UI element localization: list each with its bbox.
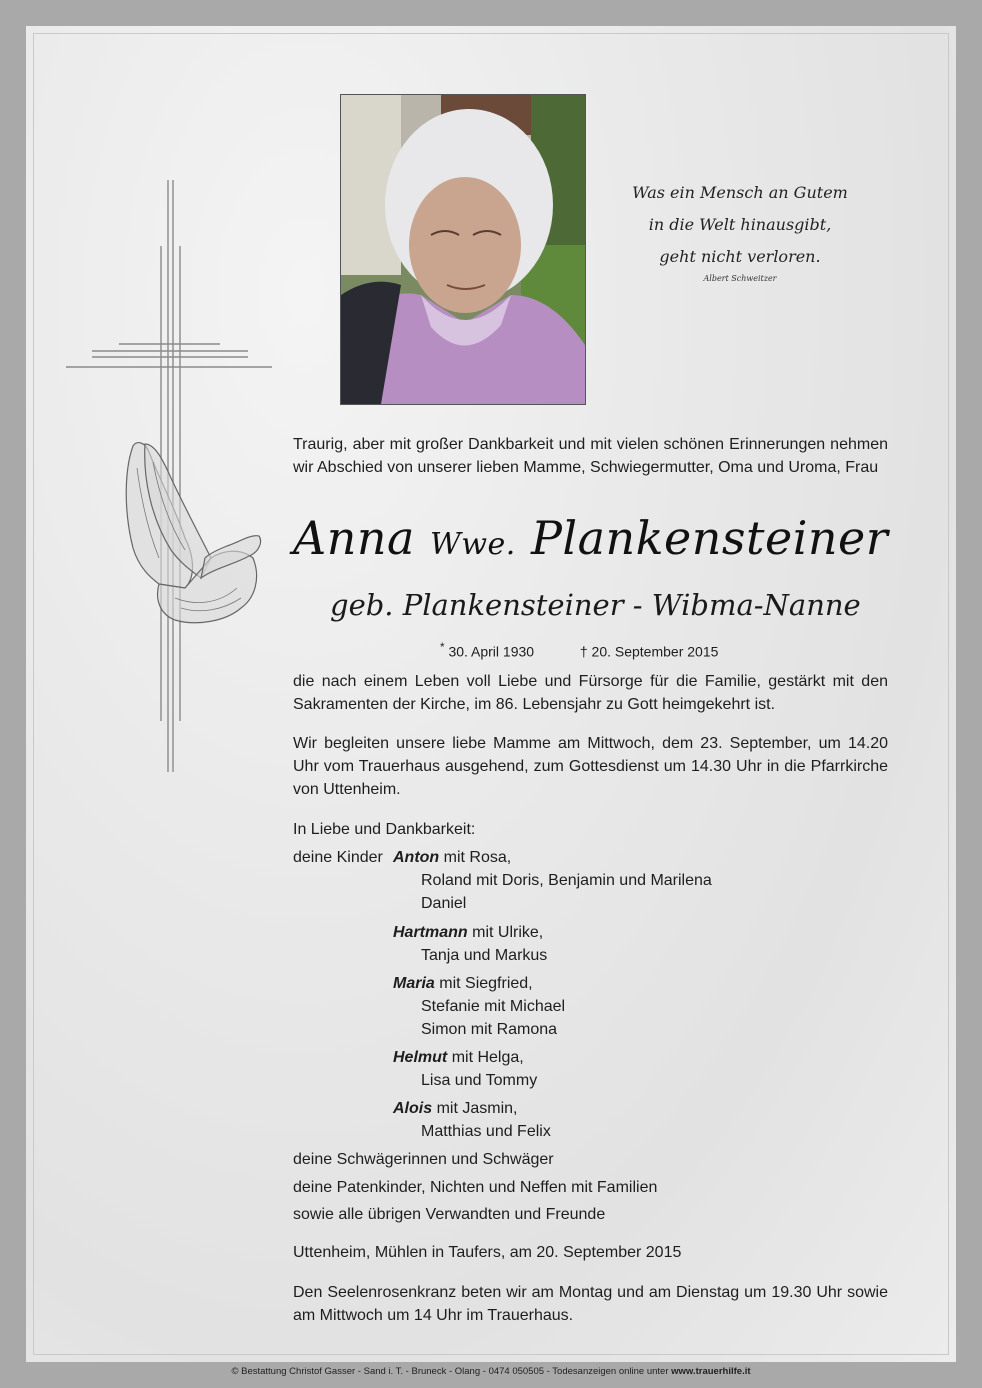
child-partner: mit Jasmin, [436, 1100, 518, 1117]
descendant-line: Daniel [421, 895, 467, 912]
footer-link[interactable]: www.trauerhilfe.it [671, 1366, 751, 1377]
child-row [393, 1097, 517, 1120]
funeral-text: Wir begleiten unsere liebe Mamme am Mittwoch, dem 23. September, um 14.20 Uhr vom Trauerhaus ausgehend, zum Gottesdienst um 14.30 Uhr in die Pfarrkirche von Uttenheim. [293, 735, 888, 798]
child-row [393, 846, 511, 869]
first-name: Anna [293, 511, 415, 565]
widow-abbrev: Wwe. [430, 527, 516, 562]
intro-text: Traurig, aber mit großer Dankbarkeit und mit vielen schönen Erinnerungen nehmen wir Abschied von unserer lieben Mamme, Schwiegermutter, Oma und Uroma, Frau [293, 436, 888, 476]
quote-author: Albert Schweitzer [703, 274, 777, 283]
other-mourners: deine Schwägerinnen und Schwäger [293, 1151, 554, 1168]
child-row [393, 972, 533, 995]
mourners-heading: In Liebe und Dankbarkeit: [293, 821, 476, 838]
quote-line: geht nicht verloren. [659, 247, 821, 266]
born-date: 30. April 1930 [448, 643, 535, 660]
child-name: Hartmann [393, 924, 468, 941]
child-name: Anton [393, 849, 440, 866]
child-name: Alois [393, 1100, 433, 1117]
last-name: Plankensteiner [530, 511, 889, 565]
child-partner: mit Helga, [451, 1049, 524, 1066]
child-row [393, 921, 543, 944]
descendant-line: Roland mit Doris, Benjamin und Marilena [421, 872, 712, 889]
child-row [393, 1046, 524, 1069]
child-partner: mit Siegfried, [439, 975, 533, 992]
child-partner: mit Rosa, [443, 849, 512, 866]
quote-line: Was ein Mensch an Gutem [632, 183, 848, 202]
other-mourners: sowie alle übrigen Verwandten und Freunde [293, 1206, 606, 1223]
footer-text: © Bestattung Christof Gasser - Sand i. T. - Bruneck - Olang - 0474 050505 - Todesanzeigen online unter [231, 1366, 669, 1377]
child-name: Helmut [393, 1049, 448, 1066]
died-date: 20. September 2015 [591, 643, 719, 660]
rosary-text: Den Seelenrosenkranz beten wir am Montag und am Dienstag um 19.30 Uhr sowie am Mittwoch um 14 Uhr im Trauerhaus. [293, 1284, 888, 1324]
praying-hands-icon [115, 438, 265, 628]
portrait-photo [340, 94, 586, 405]
children-label: deine Kinder [293, 849, 383, 866]
descendant-line: Tanja und Markus [421, 947, 548, 964]
born-symbol: * [440, 641, 445, 654]
child-name: Maria [393, 975, 435, 992]
life-dates [440, 638, 718, 662]
place-date: Uttenheim, Mühlen in Taufers, am 20. September 2015 [293, 1244, 682, 1261]
quote-block [600, 177, 880, 285]
descendant-line: Simon mit Ramona [421, 1021, 558, 1038]
other-mourners: deine Patenkinder, Nichten und Neffen mit Familien [293, 1179, 658, 1196]
descendant-line: Lisa und Tommy [421, 1072, 538, 1089]
deceased-name [293, 508, 893, 575]
footer [0, 1366, 982, 1377]
child-partner: mit Ulrike, [472, 924, 544, 941]
descendant-line: Matthias und Felix [421, 1123, 551, 1140]
quote-line: in die Welt hinausgibt, [648, 215, 832, 234]
life-text: die nach einem Leben voll Liebe und Fürsorge für die Familie, gestärkt mit den Sakramenten der Kirche, im 86. Lebensjahr zu Gott heimgekehrt ist. [293, 673, 888, 713]
descendant-line: Stefanie mit Michael [421, 998, 566, 1015]
died-symbol: † [579, 643, 588, 660]
birth-name: geb. Plankensteiner - Wibma-Nanne [330, 588, 861, 622]
